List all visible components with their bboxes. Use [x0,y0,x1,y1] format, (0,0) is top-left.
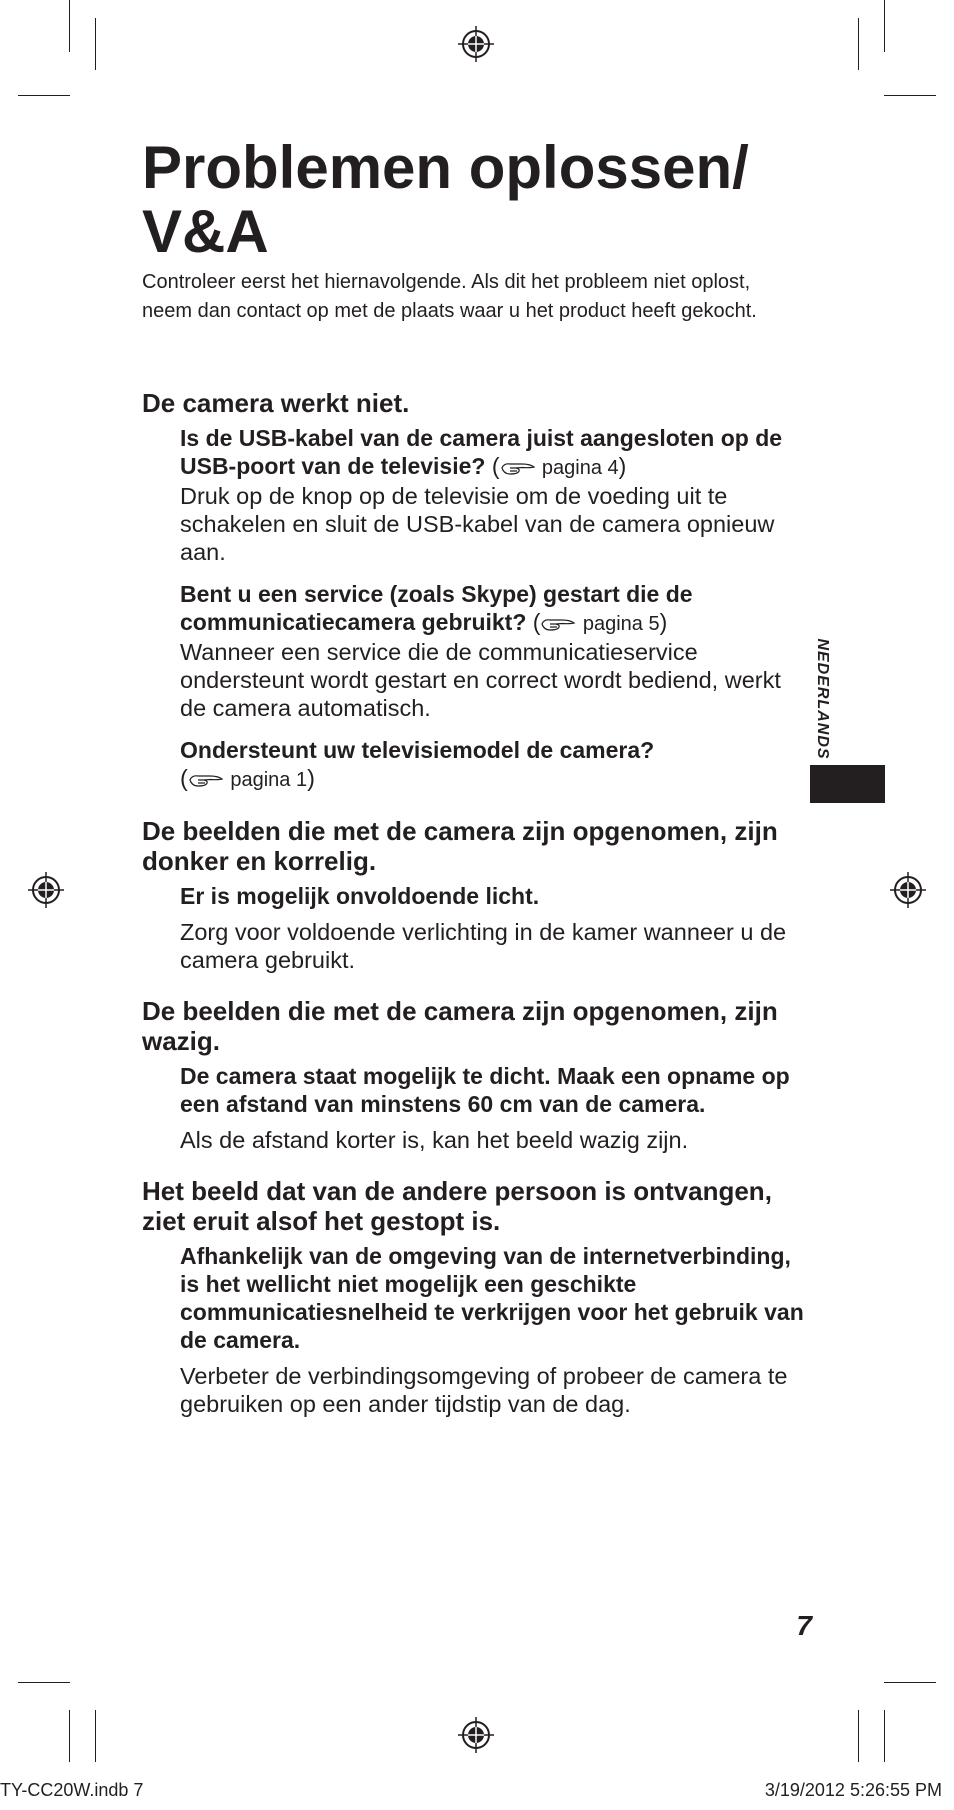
section-heading: De camera werkt niet. [142,388,410,418]
faq-question: De camera staat mogelijk te dicht. Maak een opname op een afstand van minstens 60 cm van de camera. [180,1063,790,1117]
page-reference-label: pagina 1 [230,769,308,791]
faq-answer: Verbeter de verbindingsomgeving of probeer de camera te gebruiken op een ander tijdstip van de dag. [180,1363,788,1417]
section-heading: Het beeld dat van de andere persoon is ontvangen, ziet eruit alsof het gestopt is. [142,1176,772,1236]
crop-mark [884,0,885,52]
page-title-line-1: Problemen oplossen/ [142,134,749,201]
print-slug-timestamp: 3/19/2012 5:26:55 PM [764,1780,942,1800]
faq-section [142,996,812,1154]
faq-section [142,816,812,974]
page-title [142,136,842,264]
faq-content [142,388,812,1440]
crop-mark [95,1710,96,1762]
faq-item [180,1062,812,1154]
page-reference: ( pagina 5) [532,609,668,635]
faq-question [180,424,812,482]
question-text: Is de USB-kabel van de camera juist aangesloten op de USB-poort van de televisie? [180,425,783,479]
registration-mark-icon [26,870,66,910]
faq-answer: Zorg voor voldoende verlichting in de kamer wanneer u de camera gebruikt. [180,919,787,973]
pointing-hand-icon [540,615,576,633]
crop-mark [884,1710,885,1762]
pointing-hand-icon [500,459,536,477]
crop-mark [884,1682,936,1683]
crop-mark [69,1710,70,1762]
crop-mark [858,1710,859,1762]
faq-answer: Als de afstand korter is, kan het beeld wazig zijn. [180,1127,689,1153]
crop-mark [858,18,859,70]
faq-question: Ondersteunt uw televisiemodel de camera? [180,737,655,763]
crop-mark [18,95,70,96]
language-side-tab [810,634,834,764]
faq-section [142,1176,812,1418]
page-reference: ( pagina 1) [180,765,315,791]
pointing-hand-icon [188,771,224,789]
faq-item [180,736,812,794]
faq-item [180,424,812,566]
faq-item [180,580,812,722]
page-reference-label: pagina 5 [582,613,660,635]
faq-item [180,1242,812,1418]
crop-mark [95,18,96,70]
section-heading: De beelden die met de camera zijn opgenomen, zijn wazig. [142,996,778,1056]
question-text: Bent u een service (zoals Skype) gestart die de communicatiecamera gebruikt? [180,581,693,635]
crop-mark [884,95,936,96]
intro-text: Controleer eerst het hiernavolgende. Als dit het probleem niet oplost, neem dan contact op met de plaats waar u het product heeft gekocht. [142,271,757,322]
crop-mark [18,1682,70,1683]
registration-mark-icon [888,870,928,910]
faq-question: Er is mogelijk onvoldoende licht. [180,883,540,909]
faq-answer: Wanneer een service die de communicatieservice ondersteunt wordt gestart en correct wordt bediend, werkt de camera automatisch. [180,639,781,721]
language-tab-marker [810,765,885,803]
registration-mark-icon [456,1715,496,1755]
faq-item [180,882,812,974]
page-title-line-2: V&A [142,198,269,265]
section-heading: De beelden die met de camera zijn opgenomen, zijn donker en korrelig. [142,816,778,876]
faq-answer: Druk op de knop op de televisie om de voeding uit te schakelen en sluit de USB-kabel van de camera opnieuw aan. [180,483,775,565]
registration-mark-icon [456,24,496,64]
page-reference: ( pagina 4) [491,453,627,479]
crop-mark [69,0,70,52]
faq-question: Afhankelijk van de omgeving van de internetverbinding, is het wellicht niet mogelijk een geschikte communicatiesnelheid te verkrijgen voor het gebruik van de camera. [180,1243,804,1353]
page-reference-label: pagina 4 [541,457,619,479]
print-slug-filename: TY-CC20W.indb 7 [0,1780,144,1800]
page-number: 7 [796,1610,812,1641]
language-side-tab-label: NEDERLANDS [814,638,831,760]
faq-section [142,388,812,794]
faq-question [180,580,812,638]
